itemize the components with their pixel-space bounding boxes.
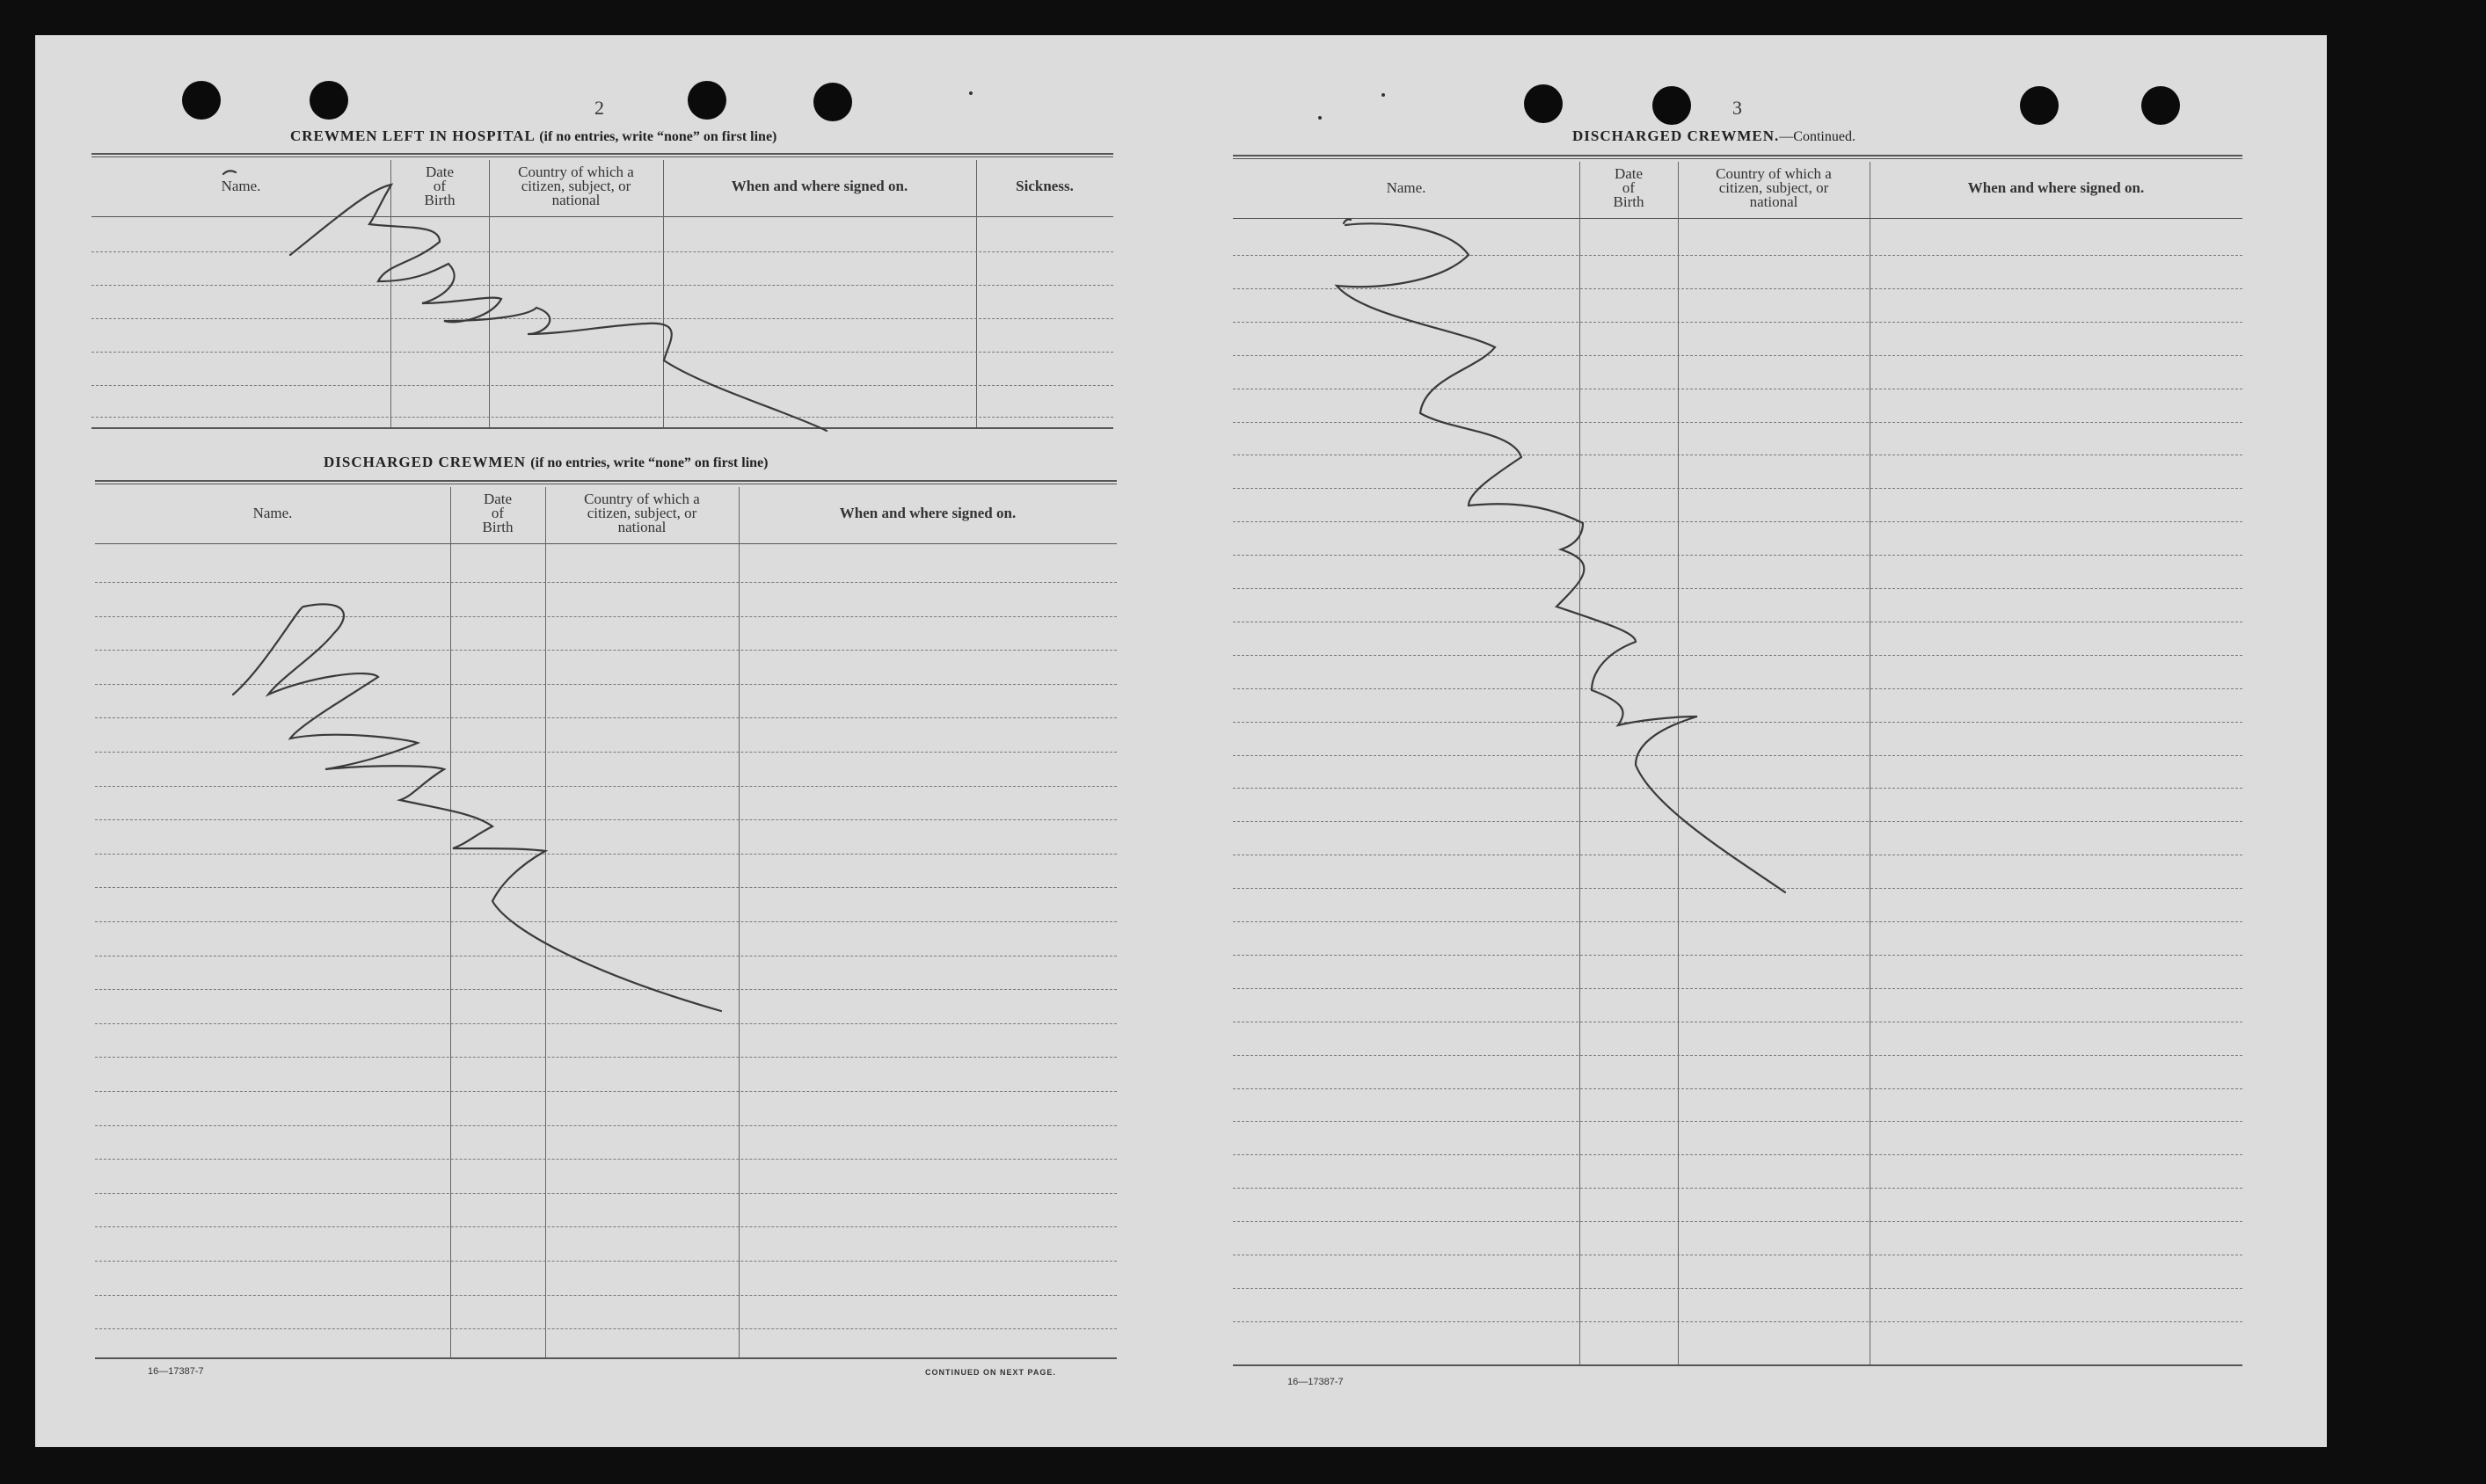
punch-hole [2020,86,2059,125]
ruled-line [1233,788,2242,789]
ruled-line [1233,888,2242,889]
column-header-date-of-birth: Date of Birth [482,491,514,535]
page-number: 2 [594,97,604,119]
ruled-line [95,1125,1117,1126]
ruled-line [95,819,1117,820]
ruled-line [95,1023,1117,1024]
continued-note: CONTINUED ON NEXT PAGE. [925,1368,1056,1377]
ruled-line [1233,1055,2242,1056]
form-code: 16—17387-7 [1287,1377,1344,1387]
punch-hole [310,81,348,120]
column-header-date-of-birth: Date of Birth [424,164,456,208]
column-header-name: Name. [252,505,293,521]
punch-hole [1652,86,1691,125]
column-header-sickness: Sickness. [1016,178,1074,194]
ruled-line [1233,755,2242,756]
ruled-line [95,956,1117,957]
punch-hole [813,83,852,121]
hospital-section-title [290,127,776,145]
punch-hole [1524,84,1563,123]
ruled-line [1233,1121,2242,1122]
discharged-title-note: (if no entries, write “none” on first line) [530,455,769,470]
ruled-line [95,989,1117,990]
ruled-line [1233,288,2242,289]
ruled-line [1233,821,2242,822]
ruled-line [1233,722,2242,723]
ruled-line [1233,1188,2242,1189]
ruled-line [1233,921,2242,922]
ruled-line [95,1159,1117,1160]
ruled-line [1233,1088,2242,1089]
ruled-line [95,650,1117,651]
ruled-line [1233,488,2242,489]
ruled-line [95,887,1117,888]
ruled-line [95,786,1117,787]
speck [1382,93,1385,97]
discharged-continued-title-text: DISCHARGED CREWMEN. [1572,127,1780,144]
column-header-country: Country of which a citizen, subject, or national [518,164,634,208]
ruled-line [95,1193,1117,1194]
ruled-line [1233,1288,2242,1289]
form-code: 16—17387-7 [148,1366,204,1377]
ruled-line [1233,555,2242,556]
ruled-line [95,921,1117,922]
page-number: 3 [1732,97,1742,119]
ruled-line [1233,655,2242,656]
punch-hole [2141,86,2180,125]
discharged-table-right [1233,155,2242,1368]
hospital-title-note: (if no entries, write “none” on first line) [539,129,777,144]
ruled-line [1233,1221,2242,1222]
column-header-name: Name. [221,178,261,194]
ruled-line [1233,422,2242,423]
ruled-line [1233,355,2242,356]
ruled-line [95,684,1117,685]
speck [1318,116,1322,120]
column-header-signed-on: When and where signed on. [731,178,908,194]
ruled-line [95,717,1117,718]
column-header-signed-on: When and where signed on. [839,505,1017,521]
ruled-line [95,1295,1117,1296]
discharged-title-text: DISCHARGED CREWMEN [324,454,527,470]
column-header-signed-on: When and where signed on. [1967,179,2145,196]
ruled-line [95,854,1117,855]
column-header-country: Country of which a citizen, subject, or national [1716,165,1832,210]
ruled-line [95,616,1117,617]
ruled-line [1233,521,2242,522]
continued-label: —Continued. [1779,129,1855,144]
ruled-line [1233,322,2242,323]
ruled-line [95,1057,1117,1058]
discharged-section-title [324,454,768,471]
discharged-table-left [95,480,1117,1363]
ruled-line [95,1261,1117,1262]
punch-hole [688,81,726,120]
speck [969,91,973,95]
ruled-line [1233,1321,2242,1322]
column-header-country: Country of which a citizen, subject, or national [584,491,700,535]
column-header-date-of-birth: Date of Birth [1613,165,1644,210]
ruled-line [95,1091,1117,1092]
punch-hole [182,81,221,120]
ruled-line [1233,688,2242,689]
ruled-line [1233,955,2242,956]
hospital-title-text: CREWMEN LEFT IN HOSPITAL [290,127,535,144]
ruled-line [1233,988,2242,989]
hospital-table [91,153,1113,429]
ruled-line [95,582,1117,583]
ruled-line [95,1328,1117,1329]
ruled-line [95,752,1117,753]
ruled-line [1233,1154,2242,1155]
column-header-name: Name. [1386,179,1426,196]
ruled-line [1233,255,2242,256]
discharged-continued-title [1572,127,1855,145]
ruled-line [95,1226,1117,1227]
ruled-line [1233,588,2242,589]
